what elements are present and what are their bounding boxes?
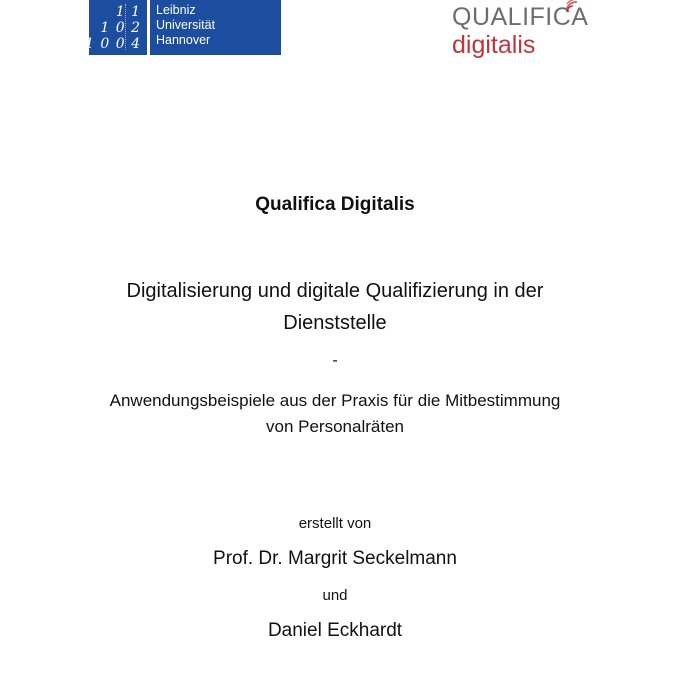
luh-logo-row: 1 0 0 4 xyxy=(85,36,141,52)
subtitle-line: Dienststelle xyxy=(283,312,387,334)
signal-waves-icon xyxy=(564,0,582,14)
luh-logo-line: Leibniz xyxy=(156,3,196,17)
luh-logo-line: Hannover xyxy=(156,33,211,47)
created-by-label: erstellt von xyxy=(298,515,372,532)
separator: - xyxy=(332,352,338,369)
luh-logo-line: Universität xyxy=(156,18,216,32)
qualifica-digitalis-logo xyxy=(452,4,592,58)
author-name: Prof. Dr. Margrit Seckelmann xyxy=(213,548,457,569)
luh-logo-row: 1 0 2 xyxy=(100,20,141,36)
leibniz-university-hannover-logo xyxy=(85,0,281,55)
luh-logo-text xyxy=(150,0,281,55)
qualifica-logo-bottom: digitalis xyxy=(452,31,536,59)
description-line: von Personalräten xyxy=(266,417,404,436)
document-subtitle xyxy=(0,275,670,339)
subtitle-line: Digitalisierung und digitale Qualifizierung in der xyxy=(126,280,544,302)
description-line: Anwendungsbeispiele aus der Praxis für die Mitbestimmung xyxy=(109,391,561,410)
document-description xyxy=(0,388,670,440)
luh-logo-row: 1 1 xyxy=(115,4,141,20)
author-name: Daniel Eckhardt xyxy=(267,620,403,641)
conjunction-label: und xyxy=(322,587,348,604)
qualifica-logo-top: QUALIFICA xyxy=(452,3,589,31)
luh-logo-mark xyxy=(85,0,147,55)
document-title: Qualifica Digitalis xyxy=(255,194,415,215)
